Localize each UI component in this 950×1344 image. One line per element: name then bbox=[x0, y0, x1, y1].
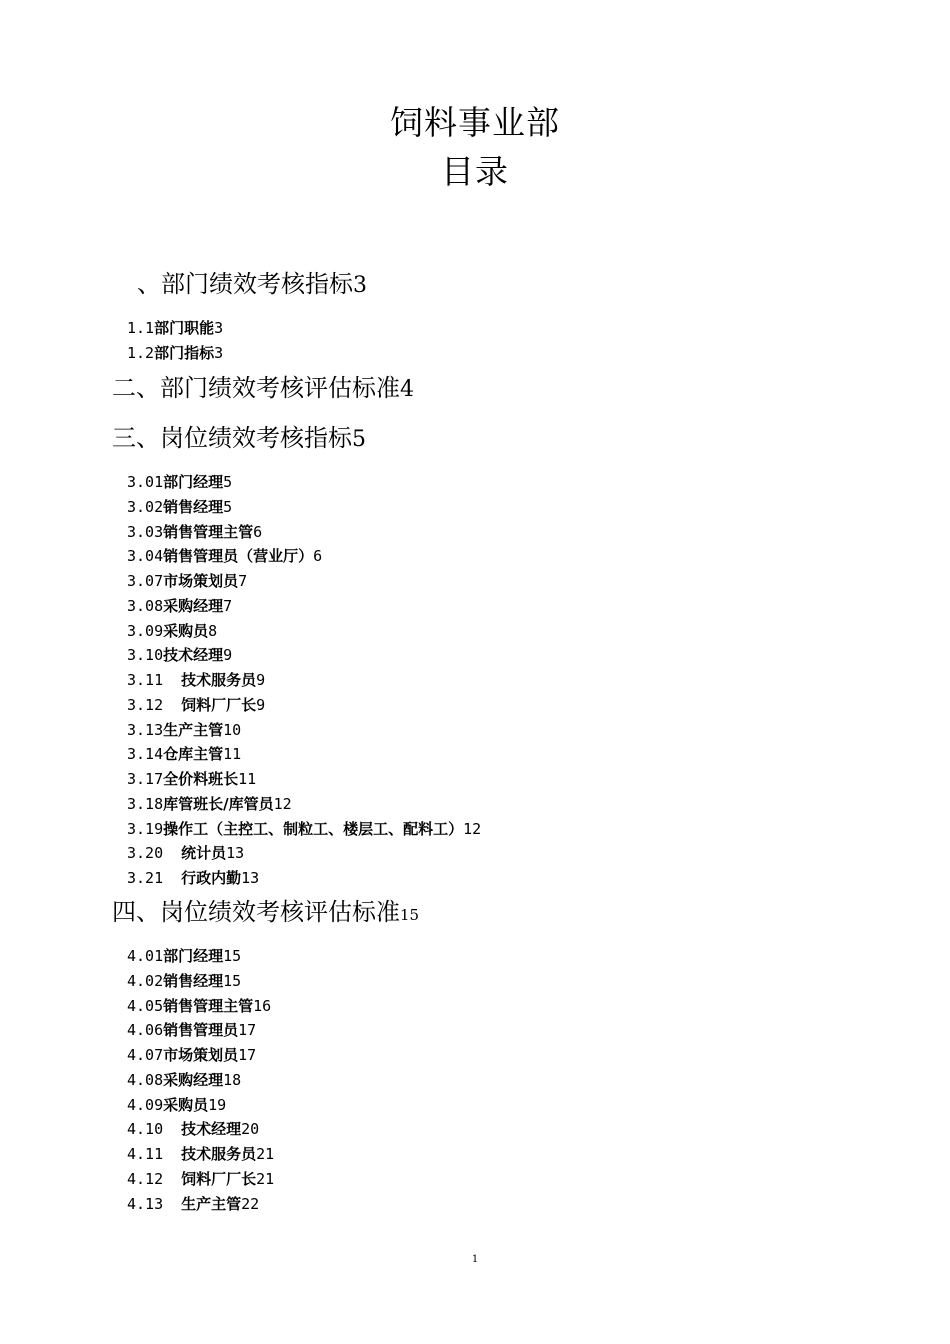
toc-item-label: 销售管理主管 bbox=[163, 996, 254, 1015]
toc-item[interactable] bbox=[127, 1095, 226, 1115]
toc-item-label: 部门职能 bbox=[154, 319, 215, 337]
toc-section[interactable] bbox=[112, 373, 414, 405]
toc-item[interactable] bbox=[127, 843, 244, 863]
toc-item-page: 15 bbox=[223, 947, 242, 965]
toc-item-label: 操作工（主控工、制粒工、楼层工、配料工） bbox=[163, 819, 464, 838]
toc-item-number: 3.07 bbox=[127, 572, 164, 590]
toc-item-page: 5 bbox=[223, 497, 233, 516]
toc-item-label: 生产主管 bbox=[163, 720, 224, 739]
toc-item-page: 6 bbox=[253, 522, 263, 541]
toc-item-number: 3.03 bbox=[127, 522, 164, 541]
toc-item-label: 技术服务员 bbox=[181, 1145, 257, 1163]
toc-item-page: 12 bbox=[273, 794, 292, 813]
toc-item-number: 4.08 bbox=[127, 1070, 164, 1089]
toc-section-page: 15 bbox=[400, 906, 420, 924]
toc-item-number: 4.13 bbox=[127, 1194, 164, 1213]
toc-item-page: 9 bbox=[256, 671, 266, 689]
toc-item-number: 4.07 bbox=[127, 1046, 164, 1064]
toc-item-number: 3.11 bbox=[127, 671, 164, 689]
toc-item-label: 技术服务员 bbox=[181, 671, 257, 689]
toc-item-page: 9 bbox=[256, 695, 266, 714]
toc-item-number: 1.2 bbox=[127, 343, 155, 362]
toc-item-page: 11 bbox=[223, 745, 242, 764]
toc-item-page: 6 bbox=[313, 547, 323, 566]
page-number: 1 bbox=[471, 1254, 479, 1265]
toc-item-label: 部门经理 bbox=[163, 947, 224, 965]
toc-item-label: 采购员 bbox=[163, 1095, 209, 1114]
toc-item-label: 部门经理 bbox=[163, 473, 224, 491]
toc-item-number: 3.13 bbox=[127, 720, 164, 739]
toc-item-label: 市场策划员 bbox=[163, 1046, 239, 1064]
toc-item-number: 3.20 bbox=[127, 844, 164, 863]
toc-item-number: 3.01 bbox=[127, 473, 164, 491]
toc-item-label: 销售经理 bbox=[163, 971, 224, 990]
toc-item[interactable] bbox=[127, 1020, 256, 1040]
toc-item[interactable] bbox=[127, 318, 223, 338]
toc-section-label: 四、岗位绩效考核评估标准 bbox=[112, 898, 400, 926]
toc-item[interactable] bbox=[127, 720, 241, 740]
toc-item-number: 1.1 bbox=[127, 319, 155, 337]
toc-item-label: 饲料厂厂长 bbox=[181, 1169, 257, 1188]
toc-item[interactable] bbox=[127, 497, 232, 517]
toc-item-label: 采购员 bbox=[163, 621, 209, 640]
toc-item-number: 3.19 bbox=[127, 819, 164, 838]
toc-item-page: 13 bbox=[226, 844, 245, 863]
toc-item-page: 8 bbox=[208, 621, 218, 640]
toc-item-page: 15 bbox=[223, 971, 242, 990]
toc-section-page: 4 bbox=[400, 377, 414, 402]
toc-item[interactable] bbox=[127, 1194, 259, 1214]
toc-item-label: 销售经理 bbox=[163, 497, 224, 516]
toc-item-label: 技术经理 bbox=[181, 1120, 242, 1139]
toc-item-number: 3.09 bbox=[127, 621, 164, 640]
toc-item-page: 19 bbox=[208, 1095, 227, 1114]
toc-item-number: 4.10 bbox=[127, 1120, 164, 1139]
toc-item[interactable] bbox=[127, 343, 223, 363]
toc-item-number: 4.02 bbox=[127, 971, 164, 990]
toc-item[interactable] bbox=[127, 645, 232, 665]
document-title: 饲料事业部 bbox=[390, 103, 560, 142]
toc-heading: 目录 bbox=[441, 152, 509, 191]
toc-item-page: 22 bbox=[241, 1194, 260, 1213]
toc-item-page: 17 bbox=[238, 1046, 257, 1064]
toc-item-number: 3.14 bbox=[127, 745, 164, 764]
toc-item-page: 9 bbox=[223, 646, 233, 665]
toc-item-label: 销售管理员 bbox=[163, 1021, 239, 1040]
toc-item-page: 16 bbox=[253, 996, 272, 1015]
toc-section[interactable] bbox=[112, 897, 419, 930]
toc-section[interactable] bbox=[137, 269, 367, 301]
toc-item-page: 3 bbox=[214, 319, 224, 337]
toc-item[interactable] bbox=[127, 571, 247, 591]
toc-item-label: 采购经理 bbox=[163, 596, 224, 615]
toc-item-page: 10 bbox=[223, 720, 242, 739]
toc-item-page: 11 bbox=[238, 770, 257, 788]
toc-item-label: 全价料班长 bbox=[163, 770, 239, 788]
toc-item[interactable] bbox=[127, 472, 232, 492]
toc-item[interactable] bbox=[127, 769, 256, 789]
toc-item-number: 3.18 bbox=[127, 794, 164, 813]
toc-item-number: 3.10 bbox=[127, 646, 164, 665]
toc-item-page: 3 bbox=[214, 343, 224, 362]
toc-section-label: 三、岗位绩效考核指标 bbox=[112, 424, 352, 452]
toc-item[interactable] bbox=[127, 1169, 274, 1189]
toc-item-number: 3.08 bbox=[127, 596, 164, 615]
toc-item-page: 13 bbox=[241, 869, 260, 887]
toc-item[interactable] bbox=[127, 819, 481, 839]
toc-item-page: 18 bbox=[223, 1070, 242, 1089]
toc-item-number: 4.11 bbox=[127, 1145, 164, 1163]
toc-item-number: 4.05 bbox=[127, 996, 164, 1015]
toc-item[interactable] bbox=[127, 670, 265, 690]
toc-item-page: 21 bbox=[256, 1169, 275, 1188]
toc-item-number: 4.09 bbox=[127, 1095, 164, 1114]
toc-item-label: 市场策划员 bbox=[163, 572, 239, 590]
toc-item[interactable] bbox=[127, 946, 241, 966]
toc-item-number: 3.17 bbox=[127, 770, 164, 788]
toc-item-number: 3.02 bbox=[127, 497, 164, 516]
toc-section-page: 3 bbox=[353, 273, 367, 298]
toc-item[interactable] bbox=[127, 522, 262, 542]
toc-item-label: 统计员 bbox=[181, 844, 227, 863]
toc-section[interactable] bbox=[112, 423, 366, 455]
toc-item[interactable] bbox=[127, 744, 241, 764]
toc-item[interactable] bbox=[127, 1070, 241, 1090]
toc-item[interactable] bbox=[127, 996, 271, 1016]
toc-item-page: 17 bbox=[238, 1021, 257, 1040]
toc-item-label: 生产主管 bbox=[181, 1194, 242, 1213]
toc-item-label: 销售管理员（营业厅） bbox=[163, 547, 314, 566]
toc-item-page: 12 bbox=[463, 819, 482, 838]
toc-item-number: 4.06 bbox=[127, 1021, 164, 1040]
toc-section-label: 、部门绩效考核指标 bbox=[137, 270, 353, 298]
toc-item[interactable] bbox=[127, 546, 322, 566]
toc-item-page: 21 bbox=[256, 1145, 275, 1163]
toc-item-label: 仓库主管 bbox=[163, 745, 224, 764]
toc-item[interactable] bbox=[127, 596, 232, 616]
toc-item[interactable] bbox=[127, 1144, 274, 1164]
toc-item[interactable] bbox=[127, 621, 217, 641]
toc-item-label: 行政内勤 bbox=[181, 869, 242, 887]
toc-section-page: 5 bbox=[352, 427, 366, 452]
toc-item-number: 3.12 bbox=[127, 695, 164, 714]
toc-item-number: 4.12 bbox=[127, 1169, 164, 1188]
toc-section-label: 二、部门绩效考核评估标准 bbox=[112, 374, 400, 402]
toc-item-number: 3.04 bbox=[127, 547, 164, 566]
toc-item[interactable] bbox=[127, 868, 259, 888]
toc-item[interactable] bbox=[127, 1119, 259, 1139]
toc-item-page: 7 bbox=[223, 596, 233, 615]
toc-item[interactable] bbox=[127, 695, 265, 715]
toc-item[interactable] bbox=[127, 971, 241, 991]
toc-item-number: 4.01 bbox=[127, 947, 164, 965]
toc-item-number: 3.21 bbox=[127, 869, 164, 887]
toc-item-label: 库管班长/库管员 bbox=[163, 794, 274, 813]
toc-item-page: 20 bbox=[241, 1120, 260, 1139]
toc-item-label: 销售管理主管 bbox=[163, 522, 254, 541]
toc-item[interactable] bbox=[127, 794, 292, 814]
toc-item-label: 技术经理 bbox=[163, 646, 224, 665]
toc-item-label: 部门指标 bbox=[154, 343, 215, 362]
toc-item-page: 5 bbox=[223, 473, 233, 491]
toc-item-page: 7 bbox=[238, 572, 248, 590]
toc-item-label: 采购经理 bbox=[163, 1070, 224, 1089]
toc-item-label: 饲料厂厂长 bbox=[181, 695, 257, 714]
toc-item[interactable] bbox=[127, 1045, 256, 1065]
